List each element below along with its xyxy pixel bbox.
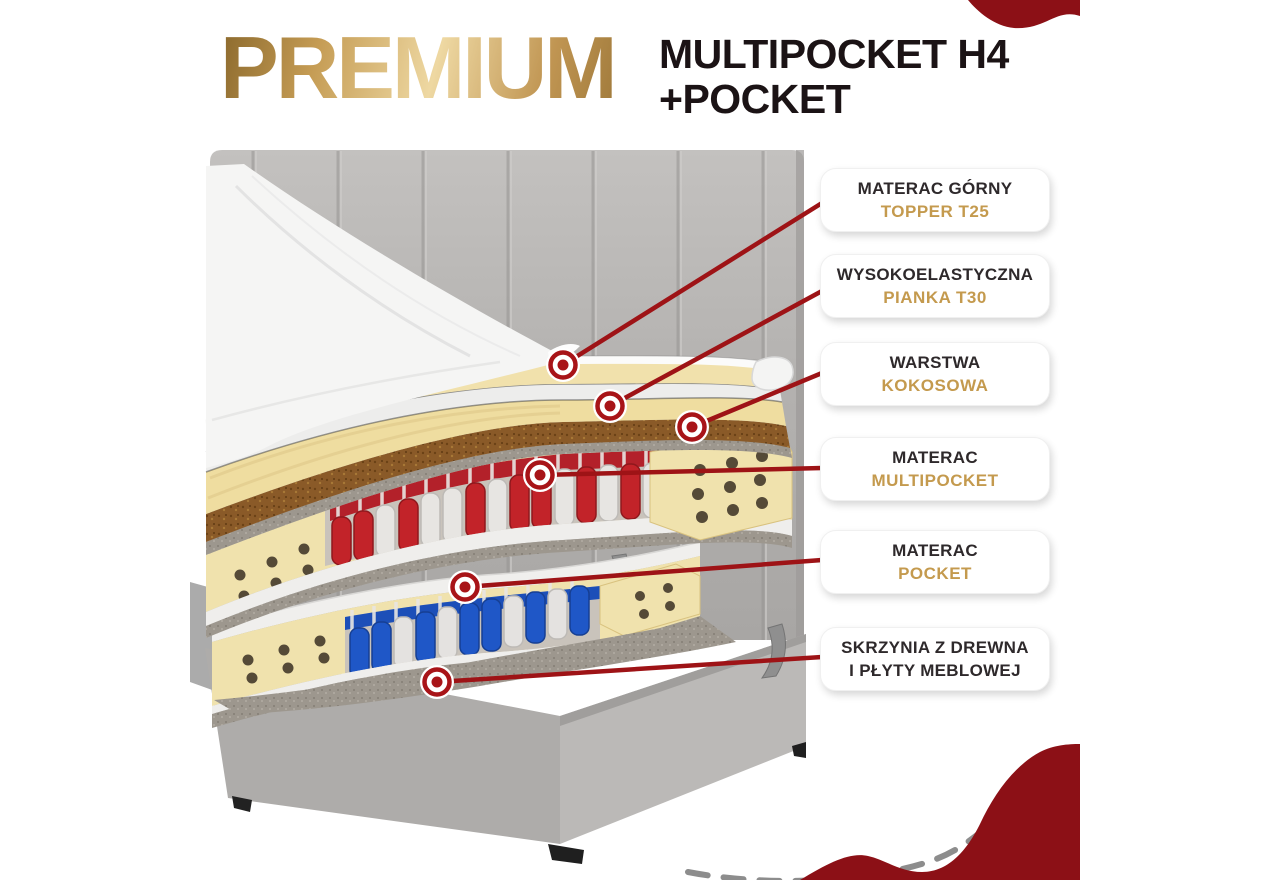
label-line-2: POCKET [898, 564, 972, 583]
label-line-2: KOKOSOWA [881, 376, 989, 395]
label-line-2: PIANKA T30 [883, 288, 987, 307]
label-line-1: WYSOKOELASTYCZNA [836, 265, 1034, 284]
label-line-2: MULTIPOCKET [871, 471, 999, 490]
bed-foot [548, 844, 584, 864]
target-marker-icon [675, 410, 709, 444]
label-line-1: MATERAC [892, 448, 978, 467]
corner-shape-top [968, 0, 1080, 28]
label-line-2: TOPPER T25 [880, 202, 990, 221]
label-line-1: WARSTWA [889, 353, 981, 372]
label-line-1: SKRZYNIA Z DREWNA [841, 638, 1029, 657]
target-marker-icon [448, 570, 482, 604]
target-marker-icon [546, 348, 580, 382]
subtitle-line-2: +POCKET [659, 76, 851, 122]
target-marker-icon [523, 458, 557, 492]
subtitle-line-1: MULTIPOCKET H4 [659, 31, 1009, 77]
target-marker-icon [420, 665, 454, 699]
title-premium: PREMIUM [220, 22, 670, 114]
label-line-2: I PŁYTY MEBLOWEJ [849, 661, 1021, 680]
target-marker-icon [593, 389, 627, 423]
label-line-1: MATERAC GÓRNY [857, 179, 1013, 198]
label-line-1: MATERAC [892, 541, 978, 560]
title-subtitle [659, 32, 1009, 122]
